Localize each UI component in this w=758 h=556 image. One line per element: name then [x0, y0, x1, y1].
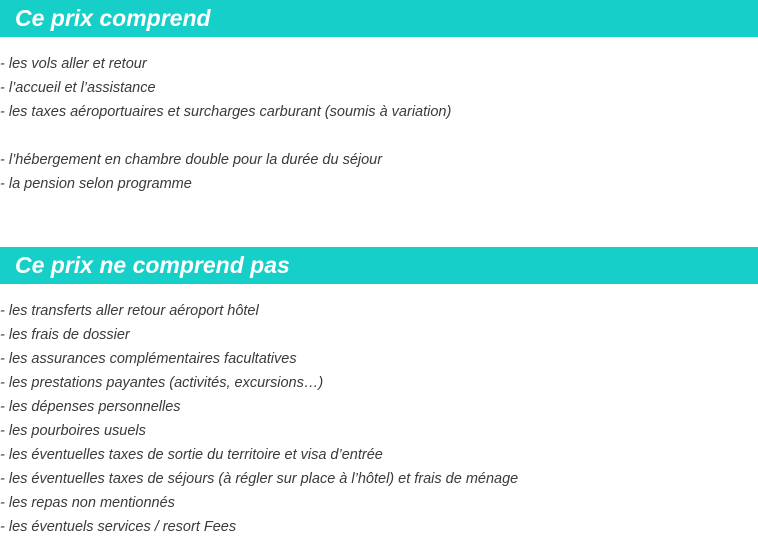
- section-heading-included: Ce prix comprend: [0, 0, 758, 37]
- list-item: - les éventuels services / resort Fees: [0, 519, 237, 535]
- list-item: - les assurances complémentaires facultatives: [0, 351, 297, 367]
- list-item: - la pension selon programme: [0, 176, 192, 192]
- included-items-list: [0, 52, 451, 196]
- list-item: - les frais de dossier: [0, 327, 130, 343]
- list-item: - les dépenses personnelles: [0, 399, 181, 415]
- list-item: - les repas non mentionnés: [0, 495, 175, 511]
- list-item: - les pourboires usuels: [0, 423, 146, 439]
- list-item: - les vols aller et retour: [0, 56, 147, 72]
- list-item: - les éventuelles taxes de sortie du territoire et visa d’entrée: [0, 447, 383, 463]
- list-item: - les éventuelles taxes de séjours (à régler sur place à l’hôtel) et frais de ménage: [0, 471, 519, 487]
- excluded-items-list: [0, 299, 518, 539]
- list-item: - les transferts aller retour aéroport hôtel: [0, 303, 259, 319]
- list-item: - les taxes aéroportuaires et surcharges carburant (soumis à variation): [0, 104, 452, 120]
- section-heading-excluded: Ce prix ne comprend pas: [0, 247, 758, 284]
- list-item: - l’accueil et l’assistance: [0, 80, 156, 96]
- list-item: - les prestations payantes (activités, excursions…): [0, 375, 324, 391]
- list-item: - l’hébergement en chambre double pour la durée du séjour: [0, 152, 383, 168]
- list-spacer: [0, 124, 451, 148]
